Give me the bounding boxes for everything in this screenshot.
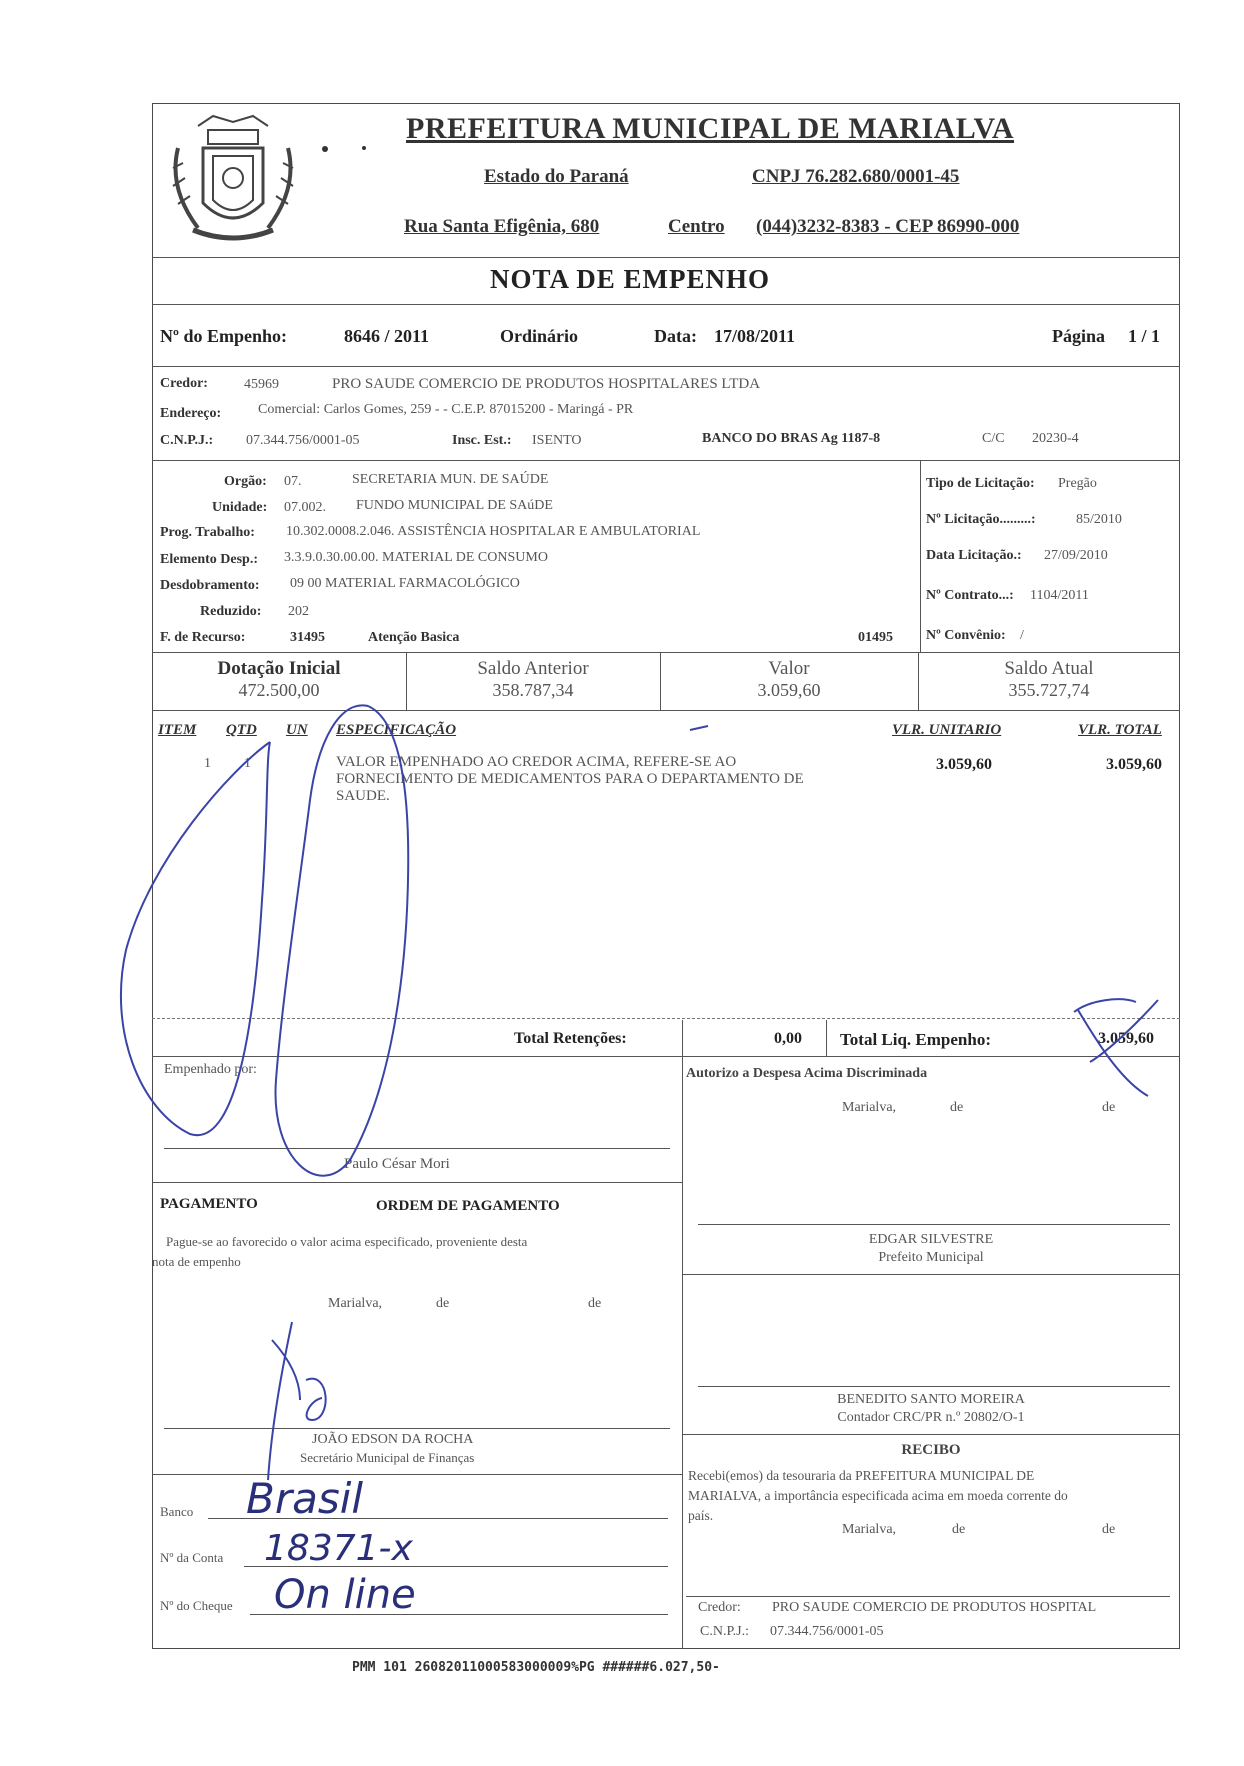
secretario-title: Secretário Municipal de Finanças [300,1450,475,1465]
pagamento-label: PAGAMENTO [160,1196,258,1212]
state-name: Estado do Paraná [484,166,629,187]
recibo-cnpj: 07.344.756/0001-05 [770,1624,884,1639]
item-spec-line: FORNECIMENTO DE MEDICAMENTOS PARA O DEPARTAMENTO DE [336,771,804,787]
liq-label: Total Liq. Empenho: [840,1030,991,1049]
handwritten-conta: 18371-x [264,1528,413,1569]
cheque-label: Nº do Cheque [160,1598,233,1613]
ink-tick [690,726,708,730]
licitacao-numero-label: Nº Licitação.........: [926,512,1036,527]
credor-cnpj: 07.344.756/0001-05 [246,433,360,448]
ink-initials [268,1322,326,1480]
licitacao-numero: 85/2010 [1076,512,1122,527]
prog-value: 10.302.0008.2.046. ASSISTÊNCIA HOSPITALAR E AMBULATORIAL [286,524,701,539]
autorizo-text: Autorizo a Despesa Acima Discriminada [686,1066,928,1081]
banco-label: Banco [160,1504,194,1519]
credor-bank: BANCO DO BRAS Ag 1187-8 [702,431,881,446]
recurso-label: F. de Recurso: [160,630,246,645]
ink-loop-right [276,705,409,1175]
licitacao-tipo-label: Tipo de Licitação: [926,476,1035,491]
cc-label: C/C [982,431,1005,446]
item-spec-line: VALOR EMPENHADO AO CREDOR ACIMA, REFERE-SE AO [336,754,737,770]
credor-cc: 20230-4 [1032,431,1079,446]
orgao-code: 07. [284,474,302,489]
contrato-label: Nº Contrato...: [926,588,1014,603]
address-label: Endereço: [160,406,222,421]
empenho-number: 8646 / 2011 [344,326,430,346]
contador-title: Contador CRC/PR n.º 20802/O-1 [837,1410,1025,1425]
recurso-name: Atenção Basica [368,630,460,645]
conta-label: Nº da Conta [160,1550,224,1565]
unidade-code: 07.002. [284,500,326,515]
item-total-value: 3.059,60 [1106,756,1162,773]
header-address: Rua Santa Efigênia, 680 [404,216,600,237]
licitacao-data-label: Data Licitação.: [926,548,1022,563]
recibo-text-3: país. [688,1508,714,1523]
footer-code: PMM 101 26082011000583000009%PG ######6.027,50- [352,1660,720,1675]
empenho-number-label: Nº do Empenho: [160,326,287,346]
header-cnpj: CNPJ 76.282.680/0001-45 [752,166,960,187]
recibo-text-1: Recebi(emos) da tesouraria da PREFEITURA MUNICIPAL DE [688,1468,1035,1483]
saldo-anterior-label: Saldo Anterior [477,658,589,679]
ordem-label: ORDEM DE PAGAMENTO [376,1198,560,1214]
col-total-value: VLR. TOTAL [1078,722,1162,738]
col-un: UN [286,722,308,738]
elemento-label: Elemento Desp.: [160,552,258,567]
saldo-anterior-value: 358.787,34 [492,680,574,700]
col-spec: ESPECIFICAÇÃO [336,722,457,738]
recurso-number: 01495 [858,630,893,645]
ie-label: Insc. Est.: [452,433,512,448]
recibo-de-2: de [1102,1522,1116,1537]
right-de-2: de [1102,1100,1116,1115]
recibo-title: RECIBO [901,1442,961,1458]
desdob-label: Desdobramento: [160,578,260,593]
header-phone-cep: (044)3232-8383 - CEP 86990-000 [756,216,1020,237]
licitacao-tipo: Pregão [1058,476,1097,491]
prefeito-title: Prefeito Municipal [878,1250,984,1265]
empenho-date: 17/08/2011 [714,326,796,346]
handwritten-banco: Brasil [246,1474,364,1523]
empenho-date-label: Data: [654,326,697,346]
empenho-type: Ordinário [500,326,579,346]
right-de-1: de [950,1100,964,1115]
recibo-cnpj-label: C.N.P.J.: [700,1624,750,1639]
elemento-value: 3.3.9.0.30.00.00. MATERIAL DE CONSUMO [284,550,548,565]
saldo-atual-value: 355.727,74 [1008,680,1090,700]
recibo-marialva: Marialva, [842,1522,897,1537]
liq-value: 3.059,60 [1098,1030,1154,1047]
credor-ie: ISENTO [532,433,582,448]
page-number: 1 / 1 [1128,326,1161,346]
unidade-label: Unidade: [212,500,268,515]
item-qtd: 1 [244,756,251,771]
recurso-code: 31495 [290,630,325,645]
page-label: Página [1052,326,1106,346]
unidade-name: FUNDO MUNICIPAL DE SAúDE [356,498,553,513]
retencoes-label: Total Retenções: [514,1030,627,1047]
col-item: ITEM [158,722,197,738]
credor-address: Comercial: Carlos Gomes, 259 - - C.E.P. 87015200 - Maringá - PR [258,402,634,417]
handwritten-cheque: On line [274,1572,416,1618]
empenhado-name: Paulo César Mori [344,1156,450,1172]
pague-text-2: nota de empenho [152,1254,241,1269]
document-title: NOTA DE EMPENHO [490,264,771,294]
contador-name: BENEDITO SANTO MOREIRA [837,1392,1025,1407]
header-district: Centro [668,216,725,237]
item-spec-line: SAUDE. [336,788,390,804]
left-de-2: de [588,1296,602,1311]
col-unit-value: VLR. UNITARIO [892,722,1002,738]
recibo-credor-label: Credor: [698,1600,741,1615]
retencoes-value: 0,00 [774,1030,802,1047]
cnpj-label: C.N.P.J.: [160,433,214,448]
saldo-valor-label: Valor [768,658,810,679]
reduzido-label: Reduzido: [200,604,262,619]
licitacao-data: 27/09/2010 [1044,548,1108,563]
convenio-value: / [1020,628,1024,643]
saldo-atual-label: Saldo Atual [1004,658,1094,679]
contrato-value: 1104/2011 [1030,588,1089,603]
orgao-label: Orgão: [224,474,267,489]
credor-code: 45969 [244,377,279,392]
item-number: 1 [204,756,211,771]
pague-text-1: Pague-se ao favorecido o valor acima especificado, proveniente desta [166,1234,528,1249]
secretario-name: JOÃO EDSON DA ROCHA [312,1432,474,1447]
desdob-value: 09 00 MATERIAL FARMACOLÓGICO [290,576,520,591]
saldo-valor-value: 3.059,60 [757,680,821,700]
ink-cross-mark [1074,999,1158,1096]
left-marialva: Marialva, [328,1296,383,1311]
recibo-credor: PRO SAUDE COMERCIO DE PRODUTOS HOSPITAL [772,1600,1097,1615]
recibo-de-1: de [952,1522,966,1537]
saldo-dotacao-value: 472.500,00 [238,680,320,700]
reduzido-value: 202 [288,604,309,619]
prefeito-name: EDGAR SILVESTRE [868,1232,994,1247]
prog-label: Prog. Trabalho: [160,525,255,540]
col-qtd: QTD [226,722,257,738]
convenio-label: Nº Convênio: [926,628,1006,643]
page-title: PREFEITURA MUNICIPAL DE MARIALVA [406,112,1015,145]
right-marialva: Marialva, [842,1100,897,1115]
ink-loop-left [121,742,270,1135]
credor-label: Credor: [160,376,208,391]
empenhado-label: Empenhado por: [164,1062,257,1077]
orgao-name: SECRETARIA MUN. DE SAÚDE [352,472,549,487]
recibo-text-2: MARIALVA, a importância especificada acima em moeda corrente do [688,1488,1068,1503]
item-unit-value: 3.059,60 [936,756,992,773]
left-de-1: de [436,1296,450,1311]
saldo-dotacao-label: Dotação Inicial [217,658,341,679]
credor-name: PRO SAUDE COMERCIO DE PRODUTOS HOSPITALARES LTDA [332,376,761,392]
